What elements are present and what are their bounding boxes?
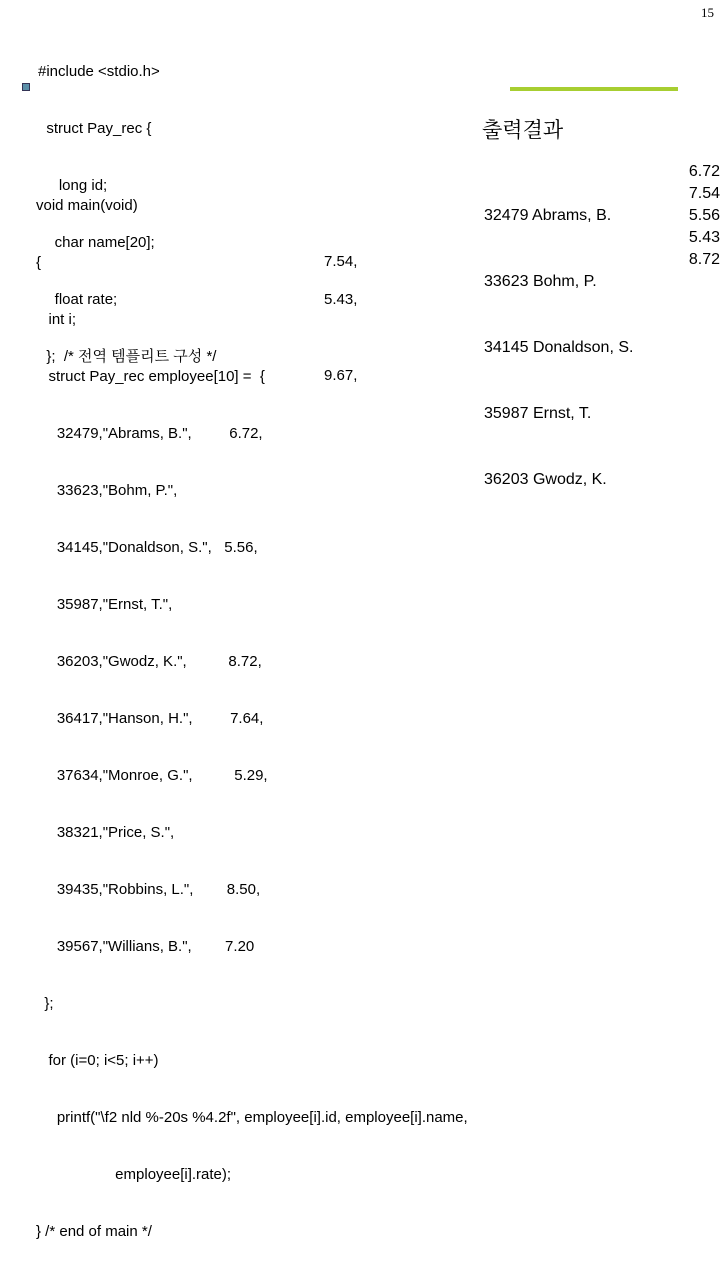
output-row: 33623 Bohm, P. xyxy=(484,273,597,290)
output-rates xyxy=(668,161,720,271)
code-line: long id; xyxy=(38,177,108,194)
code-line: 33623,"Bohm, P.", xyxy=(36,482,178,499)
code-line: printf("\f2 nld %-20s %4.2f", employee[i].id, employee[i].name, xyxy=(36,1109,468,1126)
code-line: 36203,"Gwodz, K.", 8.72, xyxy=(36,653,262,670)
output-row: 36203 Gwodz, K. xyxy=(484,471,607,488)
code-line: for (i=0; i<5; i++) xyxy=(36,1052,159,1069)
main-function-code xyxy=(36,158,468,1279)
output-row: 34145 Donaldson, S. xyxy=(484,339,634,356)
code-line: { xyxy=(36,254,42,271)
code-line: struct Pay_rec employee[10] = { xyxy=(36,368,265,385)
rate-value-ernst: 5.43, xyxy=(324,291,358,308)
code-line: 39435,"Robbins, L.", 8.50, xyxy=(36,881,261,898)
rate-value-price: 9.67, xyxy=(324,367,358,384)
code-line: }; /* 전역 템플리트 구성 */ xyxy=(38,348,217,365)
output-row: 35987 Ernst, T. xyxy=(484,405,592,422)
output-rate: 6.72 xyxy=(688,163,720,180)
code-line: int i; xyxy=(36,311,77,328)
code-line: 32479,"Abrams, B.", 6.72, xyxy=(36,425,263,442)
code-line: #include <stdio.h> xyxy=(38,63,160,80)
code-line: char name[20]; xyxy=(38,234,155,251)
output-rate: 8.72 xyxy=(688,251,720,268)
accent-bar xyxy=(510,87,678,91)
code-line: 39567,"Willians, B.", 7.20 xyxy=(36,938,255,955)
code-line: 35987,"Ernst, T.", xyxy=(36,596,173,613)
code-line: 34145,"Donaldson, S.", 5.56, xyxy=(36,539,258,556)
page-number: 15 xyxy=(701,5,714,20)
output-rate: 5.43 xyxy=(688,229,720,246)
code-line: float rate; xyxy=(38,291,118,308)
bullet-marker xyxy=(22,83,30,91)
code-line: }; xyxy=(36,995,54,1012)
code-line: 38321,"Price, S.", xyxy=(36,824,175,841)
output-rate: 7.54 xyxy=(688,185,720,202)
output-rate: 5.56 xyxy=(688,207,720,224)
code-line: 37634,"Monroe, G.", 5.29, xyxy=(36,767,268,784)
rate-value-bohm: 7.54, xyxy=(324,253,358,270)
output-row: 32479 Abrams, B. xyxy=(484,207,612,224)
output-title: 출력결과 xyxy=(482,118,564,142)
code-line: } /* end of main */ xyxy=(36,1223,152,1240)
code-line: struct Pay_rec { xyxy=(38,120,152,137)
code-line: void main(void) xyxy=(36,197,138,214)
code-line: employee[i].rate); xyxy=(36,1166,232,1183)
code-line: 36417,"Hanson, H.", 7.64, xyxy=(36,710,264,727)
output-records xyxy=(484,161,633,535)
